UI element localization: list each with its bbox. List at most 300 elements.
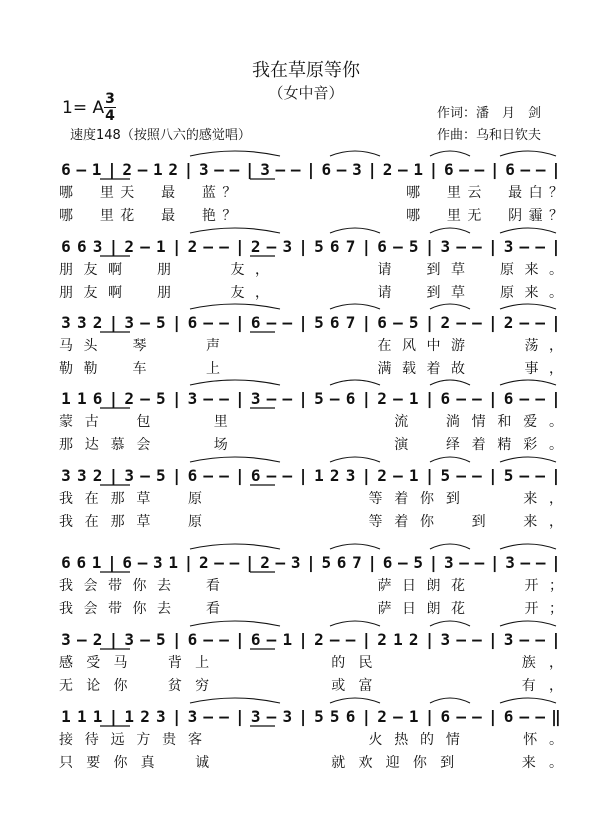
- note-token: –: [336, 160, 347, 179]
- lyric-char: [255, 575, 269, 595]
- lyric-char: 富: [358, 678, 373, 694]
- note-token: –: [535, 160, 546, 179]
- lyric-char: [214, 511, 228, 531]
- composer-credit: 作曲：乌和日钦夫: [437, 128, 542, 143]
- lyric-char: 请: [377, 262, 392, 278]
- lyric-char: ，: [255, 262, 269, 278]
- lyric-char: [291, 511, 305, 531]
- note-token: –: [474, 553, 485, 572]
- lyric-char: [495, 652, 509, 672]
- note-token: 1: [76, 707, 87, 726]
- lyric-char: [284, 182, 298, 202]
- note-token: 3: [505, 553, 515, 572]
- note-token: –: [456, 389, 466, 408]
- lyric-char: 琴: [132, 338, 147, 354]
- note-token: |: [171, 389, 182, 408]
- note-token: –: [219, 389, 229, 408]
- lyric-char: [343, 411, 357, 431]
- note-token: –: [219, 313, 229, 332]
- lyric-char: 绎: [445, 437, 460, 453]
- lyric-char: [255, 335, 269, 355]
- lyric-char: [317, 434, 331, 454]
- note-token: |: [107, 553, 117, 572]
- note-token: 1: [91, 160, 102, 179]
- lyric-char: 蓝: [201, 185, 216, 201]
- lyric-char: [206, 282, 220, 302]
- lyric-char: [467, 675, 481, 695]
- lyric-char: [280, 598, 294, 618]
- lyric-char: 。: [549, 732, 563, 748]
- lyric-char: [79, 182, 93, 202]
- lyric-char: [353, 282, 367, 302]
- lyric-char: 我: [59, 514, 73, 530]
- lyric-char: [291, 434, 305, 454]
- note-token: –: [456, 630, 466, 649]
- lyric-char: 最: [161, 208, 176, 224]
- lyric-char: 着: [394, 514, 409, 530]
- time-signature: [104, 92, 116, 123]
- lyric-char: [329, 259, 343, 279]
- note-token: |: [424, 630, 435, 649]
- note-token: 3: [61, 313, 71, 332]
- lyric-char: ，: [255, 285, 269, 301]
- slur-mark: [430, 228, 470, 233]
- lyric-char: [353, 575, 367, 595]
- note-token: 1: [76, 389, 87, 408]
- note-token: |: [235, 313, 245, 332]
- note-token: –: [519, 707, 530, 726]
- note-token: 1: [408, 466, 419, 485]
- slur-mark: [330, 457, 380, 462]
- lyric-char: 接: [59, 732, 73, 748]
- lyric-char: 达: [84, 437, 99, 453]
- note-token: 5: [413, 553, 424, 572]
- note-token: 2: [92, 313, 103, 332]
- lyric-char: 会: [136, 437, 151, 453]
- tempo-marking: 速度148（按照八六的感觉唱）: [70, 128, 251, 143]
- lyric-char: [304, 282, 318, 302]
- note-token: –: [203, 389, 214, 408]
- lyric-char: 看: [206, 578, 220, 594]
- lyric-char: 诚: [195, 755, 210, 771]
- lyric-char: 开: [524, 601, 539, 617]
- lyric-char: [440, 675, 454, 695]
- note-token: |: [361, 389, 372, 408]
- note-token: 5: [329, 707, 340, 726]
- lyric-char: [162, 434, 176, 454]
- lyric-char: [240, 488, 254, 508]
- lyric-char: [476, 598, 490, 618]
- lyric-char: 原: [500, 285, 514, 301]
- note-token: 6: [61, 160, 71, 179]
- lyric-char: [182, 598, 196, 618]
- slur-mark: [500, 380, 556, 385]
- note-token: –: [535, 630, 546, 649]
- lyric-char: 原: [187, 491, 202, 507]
- note-token: 2: [250, 237, 261, 256]
- note-token: 5: [503, 466, 514, 485]
- note-token: –: [140, 313, 150, 332]
- lyric-char: 要: [86, 755, 101, 771]
- lyric-char: [108, 358, 122, 378]
- note-token: –: [345, 630, 356, 649]
- lyric-char: [231, 335, 245, 355]
- note-token: ‖: [551, 707, 561, 726]
- slur-mark: [500, 457, 556, 462]
- lyric-char: [231, 575, 245, 595]
- note-token: |: [306, 553, 316, 572]
- note-token: –: [472, 630, 482, 649]
- note-token: 3: [282, 707, 293, 726]
- slur-mark: [190, 621, 280, 626]
- note-token: –: [140, 237, 150, 256]
- lyric-char: 会: [83, 578, 98, 594]
- note-token: 1: [314, 466, 324, 485]
- note-token: 3: [124, 466, 135, 485]
- lyric-char: 到: [440, 755, 455, 771]
- lyric-char: [402, 259, 416, 279]
- lyric-char: [402, 282, 416, 302]
- note-token: |: [171, 466, 182, 485]
- slur-mark: [430, 457, 470, 462]
- note-token: |: [244, 553, 255, 572]
- note-token: 3: [345, 466, 356, 485]
- lyric-char: 最: [161, 185, 176, 201]
- note-token: –: [219, 707, 229, 726]
- note-token: 6: [443, 160, 454, 179]
- note-token: |: [298, 707, 308, 726]
- note-token: |: [551, 389, 561, 408]
- note-token: |: [108, 313, 119, 332]
- note-token: |: [108, 466, 119, 485]
- lyric-char: [343, 488, 357, 508]
- page-title: 我在草原等你: [252, 60, 360, 81]
- note-token: |: [487, 466, 498, 485]
- lyric-char: ；: [549, 601, 563, 617]
- note-token: 3: [92, 237, 103, 256]
- lyric-char: [497, 729, 511, 749]
- note-token: 6: [440, 707, 451, 726]
- note-token: |: [108, 630, 119, 649]
- lyric-char: 场: [213, 437, 228, 453]
- lyric-char: [497, 511, 511, 531]
- note-token: –: [229, 160, 240, 179]
- lyric-char: [277, 652, 291, 672]
- note-token: 2: [503, 313, 514, 332]
- lyric-char: 待: [84, 732, 99, 748]
- lyric-char: [222, 675, 236, 695]
- lyric-char: 你: [412, 755, 427, 771]
- note-token: –: [535, 313, 546, 332]
- note-token: 2: [124, 237, 135, 256]
- note-token: –: [398, 553, 408, 572]
- note-token: 6: [187, 630, 198, 649]
- note-token: 2: [314, 630, 324, 649]
- lyric-char: [280, 335, 294, 355]
- slur-mark: [430, 698, 470, 703]
- lyric-char: 到: [426, 285, 441, 301]
- lyric-char: [280, 282, 294, 302]
- slur-mark: [330, 621, 380, 626]
- lyric-char: [304, 675, 318, 695]
- note-token: 2: [260, 553, 270, 572]
- note-token: 3: [76, 313, 87, 332]
- lyric-char: [182, 358, 196, 378]
- lyric-char: [280, 358, 294, 378]
- lyric-char: [141, 205, 155, 225]
- lyric-char: 原: [500, 262, 514, 278]
- note-token: |: [107, 160, 117, 179]
- note-token: |: [171, 630, 182, 649]
- note-token: 2: [92, 630, 103, 649]
- slur-mark: [190, 151, 280, 156]
- lyric-char: [222, 652, 236, 672]
- note-token: 3: [250, 389, 261, 408]
- note-token: –: [329, 630, 340, 649]
- lyric-char: [141, 182, 155, 202]
- lyric-char: 阴: [508, 208, 523, 224]
- lyric-char: 或: [331, 678, 346, 694]
- note-token: –: [140, 389, 150, 408]
- note-token: –: [266, 389, 277, 408]
- lyric-char: 友: [83, 262, 98, 278]
- lyric-char: [386, 182, 400, 202]
- note-token: |: [428, 160, 439, 179]
- note-token: –: [219, 630, 229, 649]
- lyric-char: [304, 652, 318, 672]
- lyric-char: 。: [549, 437, 563, 453]
- slur-mark: [500, 151, 556, 156]
- lyricist-credit: 作词：潘 月 剑: [437, 106, 542, 121]
- note-token: |: [108, 707, 119, 726]
- note-token: 2: [124, 389, 135, 408]
- lyric-char: [304, 205, 318, 225]
- note-token: 5: [156, 389, 166, 408]
- lyric-char: 在: [84, 514, 99, 530]
- lyric-char: 来: [521, 755, 536, 771]
- note-token: |: [487, 389, 498, 408]
- note-token: 5: [156, 630, 166, 649]
- lyric-char: [157, 358, 171, 378]
- lyric-char: 你: [420, 491, 435, 507]
- note-token: 3: [153, 553, 163, 572]
- lyric-char: 里: [213, 414, 228, 430]
- slur-mark: [500, 621, 556, 626]
- slur-mark: [330, 228, 380, 233]
- lyric-char: 着: [426, 361, 441, 377]
- note-token: 6: [61, 237, 71, 256]
- lyric-char: [476, 335, 490, 355]
- lyric-char: ，: [549, 338, 563, 354]
- lyric-char: 贵: [162, 732, 177, 748]
- note-token: –: [282, 389, 293, 408]
- lyric-char: [386, 205, 400, 225]
- lyric-char: [500, 358, 514, 378]
- slur-mark: [330, 698, 380, 703]
- lyric-char: 勒: [59, 361, 73, 377]
- lyric-char: 去: [157, 601, 171, 617]
- lyric-char: 故: [451, 361, 465, 377]
- lyric-char: [79, 205, 93, 225]
- note-token: 1: [153, 160, 163, 179]
- note-token: |: [244, 160, 255, 179]
- lyric-char: 来: [524, 285, 539, 301]
- note-token: 5: [156, 466, 166, 485]
- note-token: –: [203, 630, 214, 649]
- note-token: |: [551, 237, 561, 256]
- lyric-char: 感: [59, 655, 73, 671]
- lyric-char: [265, 411, 279, 431]
- lyric-char: 草: [136, 514, 151, 530]
- lyric-char: 啊: [108, 262, 122, 278]
- lyric-char: ，: [549, 361, 563, 377]
- key-signature: 1= A: [62, 98, 105, 118]
- note-token: 3: [156, 707, 166, 726]
- lyric-char: 萨: [377, 578, 392, 594]
- note-token: –: [456, 466, 466, 485]
- lyric-char: [329, 598, 343, 618]
- note-token: 2: [382, 160, 393, 179]
- note-token: –: [266, 630, 277, 649]
- lyric-char: [386, 652, 400, 672]
- lyric-char: 头: [83, 338, 98, 354]
- note-token: 2: [140, 707, 150, 726]
- lyric-char: 。: [549, 262, 563, 278]
- lyric-char: [353, 358, 367, 378]
- lyric-char: 那: [59, 437, 73, 453]
- note-token: |: [361, 707, 372, 726]
- note-token: 1: [124, 707, 135, 726]
- note-token: 2: [377, 707, 387, 726]
- lyric-char: [277, 675, 291, 695]
- lyric-char: [182, 575, 196, 595]
- note-token: –: [266, 313, 277, 332]
- lyric-char: [162, 411, 176, 431]
- note-token: –: [535, 389, 546, 408]
- lyric-char: 友: [83, 285, 98, 301]
- note-token: 6: [122, 553, 133, 572]
- note-token: 3: [187, 389, 198, 408]
- note-token: |: [108, 237, 119, 256]
- lyric-char: [497, 488, 511, 508]
- note-token: |: [424, 313, 435, 332]
- note-token: –: [519, 466, 530, 485]
- note-token: 2: [92, 466, 103, 485]
- lyric-char: [157, 335, 171, 355]
- note-token: –: [520, 160, 531, 179]
- lyric-char: [284, 205, 298, 225]
- note-token: 2: [198, 553, 209, 572]
- note-token: 3: [503, 630, 514, 649]
- note-token: 5: [314, 707, 324, 726]
- lyric-char: 只: [59, 755, 73, 771]
- lyric-char: [386, 675, 400, 695]
- note-token: |: [424, 466, 435, 485]
- note-token: –: [393, 389, 403, 408]
- lyric-char: [250, 652, 264, 672]
- lyric-char: [240, 434, 254, 454]
- note-token: –: [266, 466, 277, 485]
- lyric-char: [240, 729, 254, 749]
- lyric-char: [329, 282, 343, 302]
- slur-mark: [190, 380, 280, 385]
- lyric-char: 里: [446, 185, 461, 201]
- lyric-char: 风: [402, 338, 416, 354]
- time-signature-top: 3: [105, 91, 115, 107]
- slur-mark: [190, 228, 280, 233]
- lyric-char: 民: [358, 655, 373, 671]
- note-token: 1: [91, 553, 102, 572]
- lyric-char: [265, 729, 279, 749]
- lyric-char: 客: [187, 732, 202, 748]
- lyric-char: 上: [206, 361, 220, 377]
- note-token: –: [214, 160, 224, 179]
- lyric-char: [111, 411, 125, 431]
- note-token: –: [203, 237, 214, 256]
- note-token: 3: [61, 630, 71, 649]
- note-token: |: [551, 160, 561, 179]
- lyric-char: 爱: [523, 414, 538, 430]
- lyric-char: [413, 675, 427, 695]
- lyric-char: 带: [108, 578, 122, 594]
- lyric-char: [141, 675, 155, 695]
- note-token: |: [487, 707, 498, 726]
- note-token: 6: [61, 553, 71, 572]
- slur-mark: [330, 151, 380, 156]
- note-token: 3: [503, 237, 514, 256]
- note-token: 6: [187, 313, 198, 332]
- note-token: 6: [321, 160, 332, 179]
- note-token: 1: [61, 707, 71, 726]
- note-token: 5: [408, 237, 419, 256]
- lyric-char: 等: [368, 514, 383, 530]
- note-token: |: [361, 466, 372, 485]
- lyric-char: [317, 729, 331, 749]
- lyric-char: [420, 434, 434, 454]
- lyric-char: 声: [206, 338, 220, 354]
- lyric-char: [250, 752, 264, 772]
- note-token: 3: [198, 160, 209, 179]
- lyric-char: [317, 488, 331, 508]
- lyric-char: 载: [402, 361, 416, 377]
- lyric-char: [467, 652, 481, 672]
- note-token: 2: [377, 466, 387, 485]
- lyric-char: 里: [99, 208, 114, 224]
- lyric-char: [214, 729, 228, 749]
- lyric-char: 你: [420, 514, 435, 530]
- note-token: 6: [336, 553, 347, 572]
- note-token: –: [535, 237, 546, 256]
- lyric-char: [265, 434, 279, 454]
- lyric-char: 慕: [110, 437, 125, 453]
- note-token: 6: [345, 707, 356, 726]
- lyric-char: 哪: [406, 208, 421, 224]
- lyric-char: 天: [120, 185, 135, 201]
- lyric-char: ？: [222, 185, 237, 201]
- lyric-char: 日: [402, 601, 416, 617]
- note-token: –: [456, 313, 466, 332]
- lyric-char: [304, 358, 318, 378]
- lyric-char: [255, 598, 269, 618]
- lyric-char: 。: [549, 755, 563, 771]
- slur-mark: [500, 304, 556, 309]
- lyric-char: [440, 652, 454, 672]
- note-token: –: [519, 389, 530, 408]
- lyric-char: 霾: [528, 208, 543, 224]
- lyric-char: [240, 511, 254, 531]
- note-token: 6: [329, 237, 340, 256]
- lyric-char: 到: [426, 262, 441, 278]
